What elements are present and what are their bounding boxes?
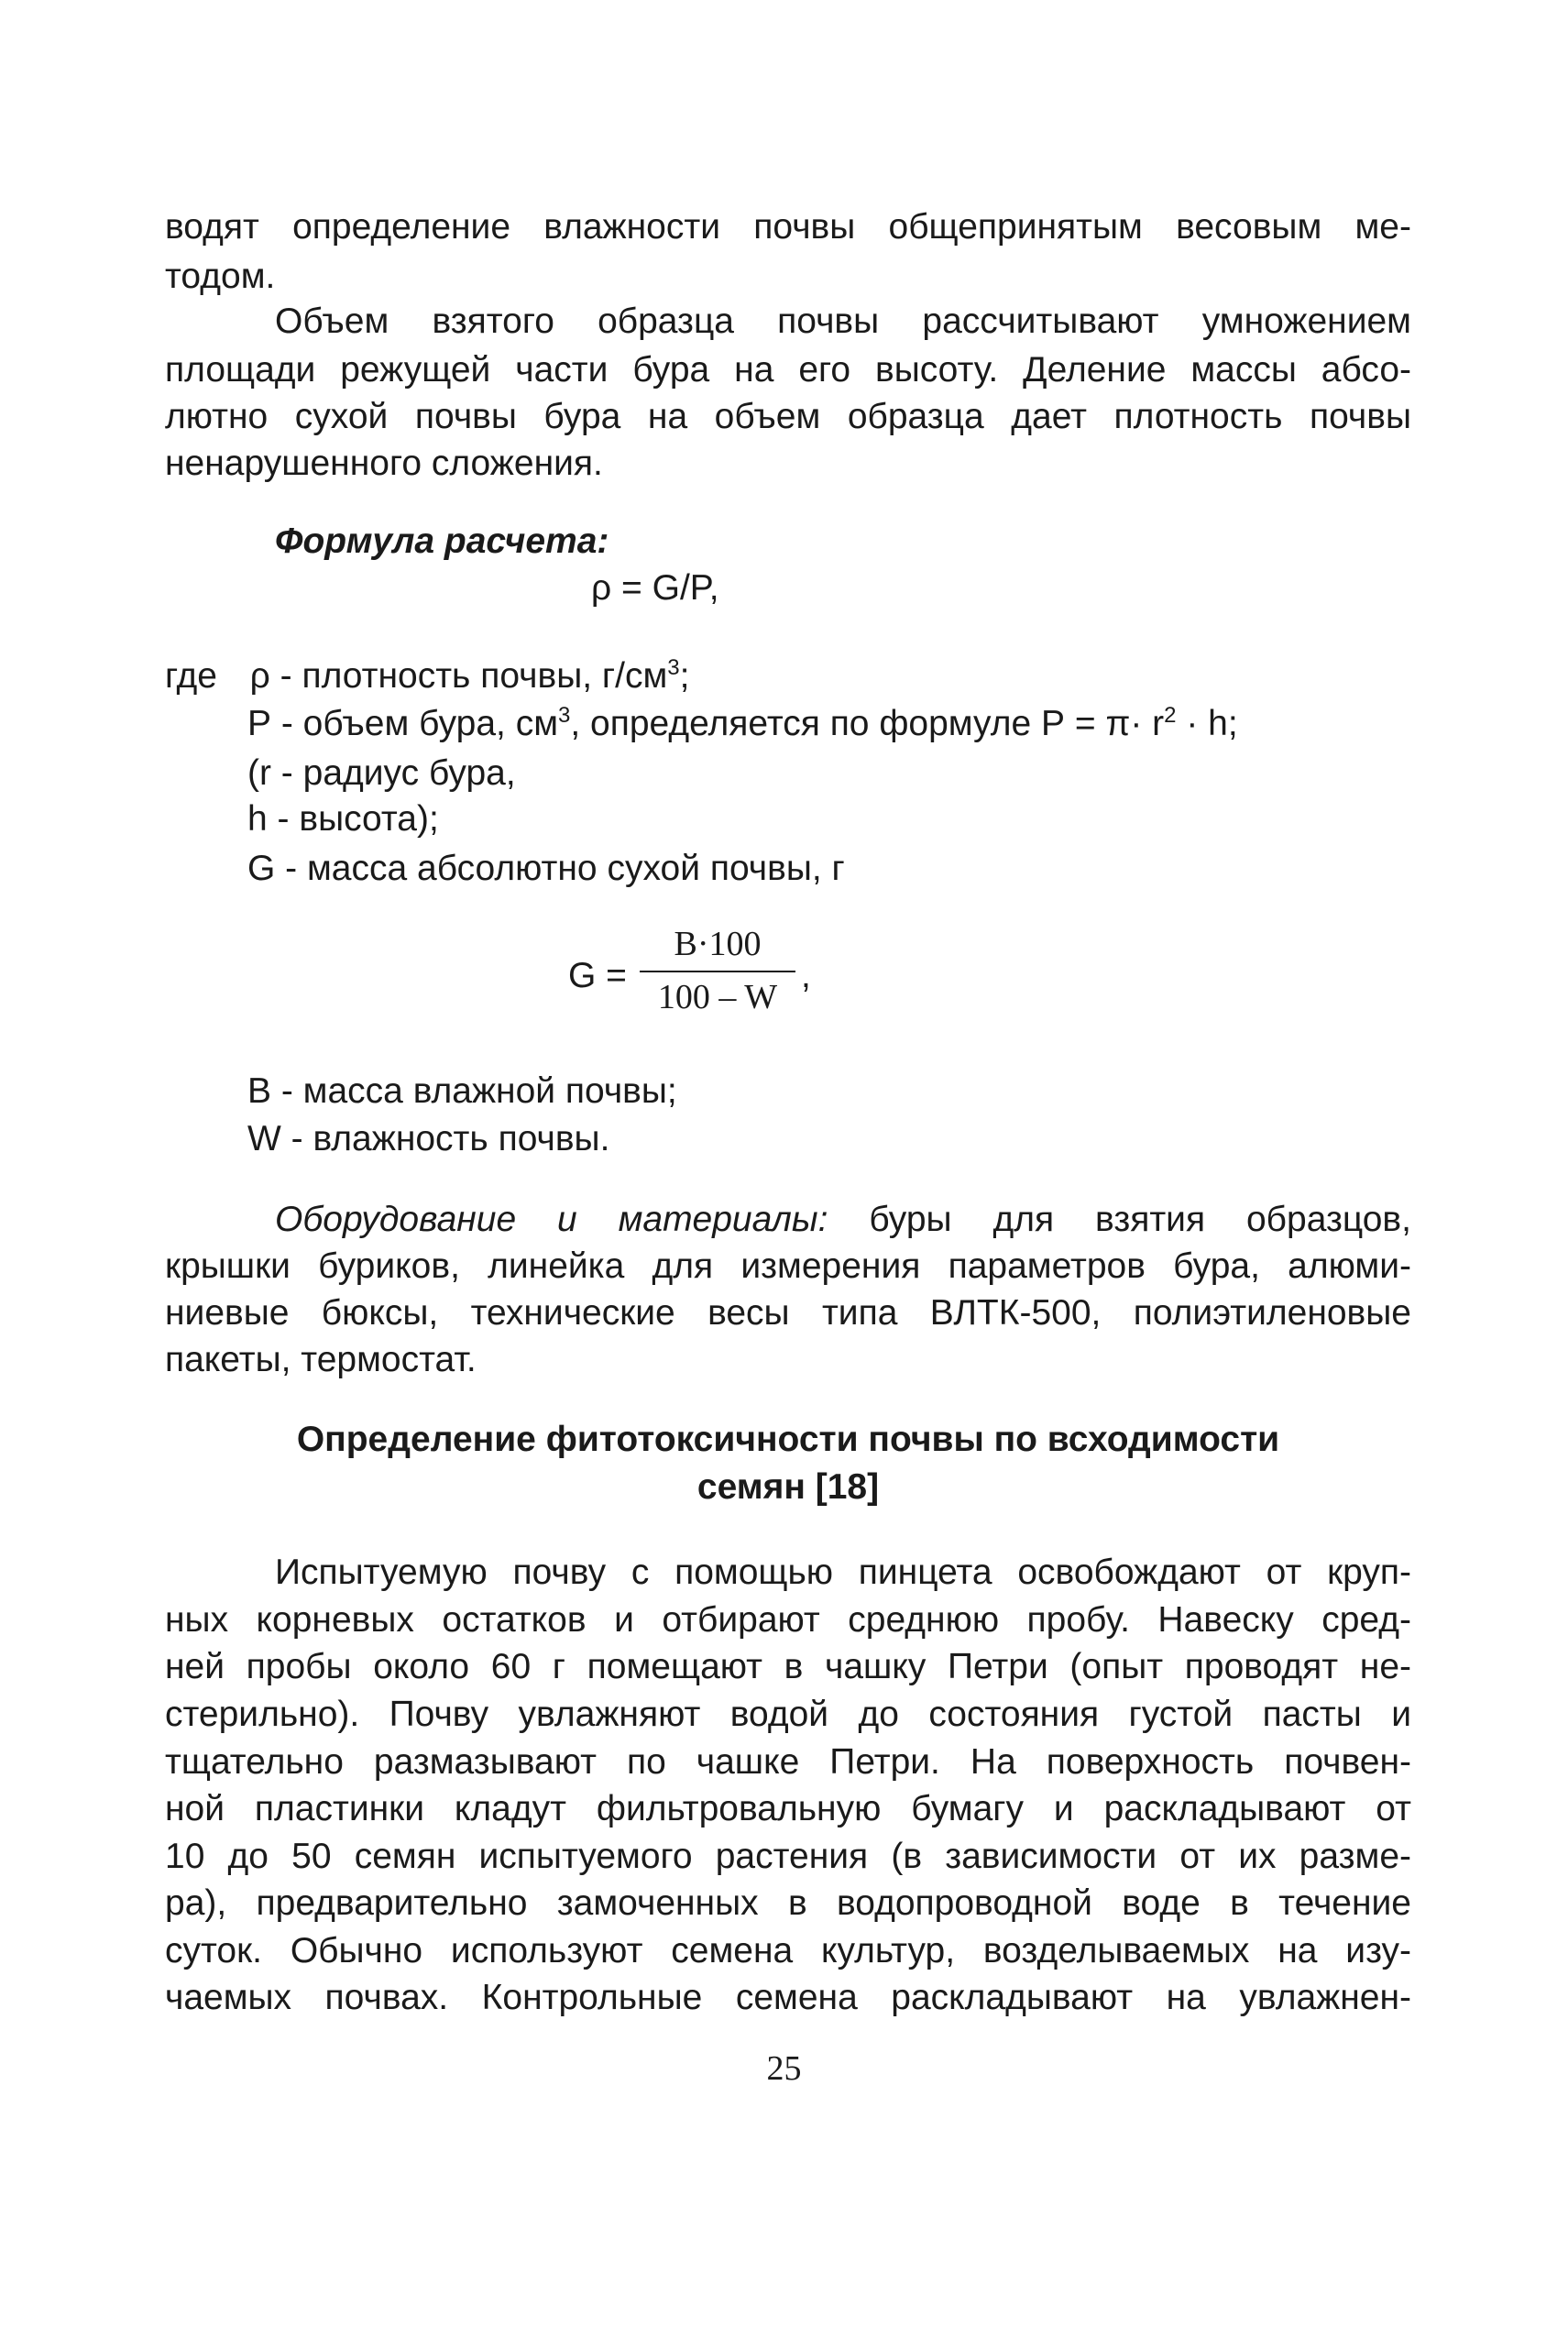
paragraph3-line7: 10 до 50 семян испытуемого растения (в зависимости от их разме- — [165, 1837, 1411, 1876]
paragraph1-line2: тодом. — [165, 257, 276, 296]
fraction-numerator: B·100 — [674, 925, 762, 963]
formula-main: ρ = G/P, — [591, 568, 719, 608]
paragraph2-line3: лютно сухой почвы бура на объем образца дает плотность почвы — [165, 397, 1411, 436]
paragraph1-line1: водят определение влажности почвы общепринятым весовым ме- — [165, 207, 1411, 247]
definition-p-sup: 3 — [558, 703, 571, 728]
formula-title: Формула расчета: — [275, 521, 609, 561]
definition-p-sup2: 2 — [1164, 703, 1177, 728]
definition-r: (r - радиус бура, — [247, 753, 516, 793]
paragraph3-line9: суток. Обычно используют семена культур, возделываемых на изу- — [165, 1931, 1411, 1970]
equipment-line4: пакеты, термостат. — [165, 1340, 477, 1379]
fraction — [640, 921, 795, 1020]
fraction-lhs: G = — [568, 956, 627, 995]
equipment-line1 — [275, 1196, 1411, 1244]
definition-p-text: Р - объем бура, см — [247, 704, 559, 743]
paragraph3-line2: ных корневых остатков и отбирают среднюю пробу. Навеску сред- — [165, 1600, 1411, 1640]
paragraph2-line2: площади режущей части бура на его высоту. Деление массы абсо- — [165, 350, 1411, 390]
equipment-label: Оборудование и материалы: — [275, 1200, 828, 1239]
paragraph2-line4: ненарушенного сложения. — [165, 444, 603, 483]
paragraph3-line8: ра), предварительно замоченных в водопроводной воде в течение — [165, 1883, 1411, 1923]
definition-b: В - масса влажной почвы; — [247, 1071, 677, 1111]
fraction-suffix: , — [801, 956, 811, 995]
definition-rho — [165, 653, 1411, 700]
paragraph3-line10: чаемых почвах. Контрольные семена раскладывают на увлажнен- — [165, 1978, 1411, 2017]
definition-rho-sup: 3 — [667, 655, 680, 680]
definition-rho-prefix: где — [165, 656, 217, 696]
paragraph3-line4: стерильно). Почву увлажняют водой до состояния густой пасты и — [165, 1695, 1411, 1734]
paragraph2-line1: Объем взятого образца почвы рассчитывают умножением — [275, 302, 1411, 341]
fraction-bar — [640, 971, 795, 972]
section-heading-line1: Определение фитотоксичности почвы по всходимости — [296, 1420, 1280, 1459]
page-number: 25 — [766, 2049, 802, 2088]
paragraph3-line1: Испытуемую почву с помощью пинцета освобождают от круп- — [275, 1553, 1411, 1592]
paragraph3-line3: ней пробы около 60 г помещают в чашку Петри (опыт проводят не- — [165, 1647, 1411, 1686]
definition-p-end: · h; — [1176, 704, 1238, 743]
definition-g: G - масса абсолютно сухой почвы, г — [247, 849, 845, 888]
paragraph3-line6: ной пластинки кладут фильтровальную бумагу и раскладывают от — [165, 1789, 1411, 1828]
definition-rho-text: ρ - плотность почвы, г/см — [249, 656, 668, 696]
equipment-line1-rest: буры для взятия образцов, — [869, 1200, 1411, 1239]
definition-h: h - высота); — [247, 799, 439, 839]
equipment-line3: ниевые бюксы, технические весы типа ВЛТК-500, полиэтиленовые — [165, 1293, 1411, 1333]
fraction-denominator: 100 – W — [657, 978, 778, 1016]
section-heading-line2: семян [18] — [696, 1467, 880, 1507]
equipment-line2: крышки буриков, линейка для измерения параметров бура, алюми- — [165, 1246, 1411, 1286]
definition-rho-end: ; — [679, 656, 690, 696]
definition-w: W - влажность почвы. — [247, 1119, 610, 1158]
paragraph3-line5: тщательно размазывают по чашке Петри. На поверхность почвен- — [165, 1742, 1411, 1782]
definition-p — [247, 700, 1494, 748]
definition-p-mid: , определяется по формуле Р = π· r — [570, 704, 1165, 743]
